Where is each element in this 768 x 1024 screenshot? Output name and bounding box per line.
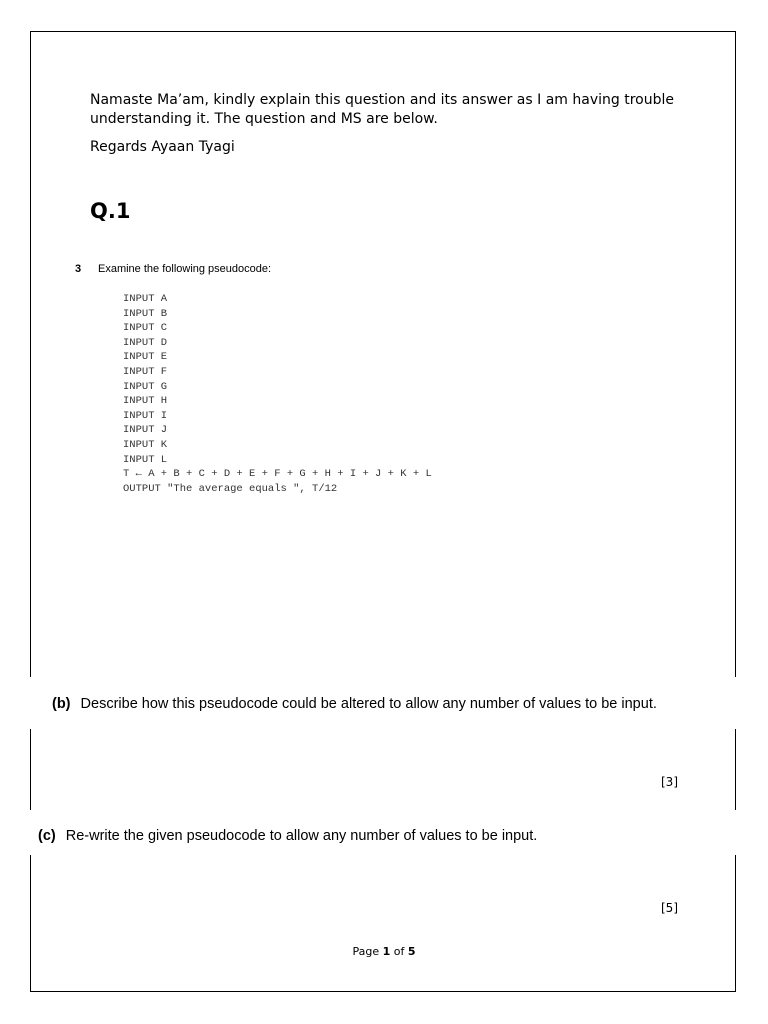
code-line: INPUT L [123, 453, 168, 466]
code-line: INPUT K [123, 438, 168, 451]
regards-signoff: Regards Ayaan Tyagi [90, 139, 235, 155]
intro-message: Namaste Ma’am, kindly explain this question and its answer as I am having trouble understanding it. The question and MS are below. [90, 92, 674, 127]
code-line: INPUT B [123, 307, 168, 320]
part-b-text: Describe how this pseudocode could be altered to allow any number of values to be input. [80, 696, 657, 712]
footer-middle: of [390, 945, 408, 958]
part-b-question [52, 696, 657, 712]
part-c-question [38, 828, 537, 844]
part-c-text: Re-write the given pseudocode to allow any number of values to be input. [65, 828, 538, 844]
part-c-label: (c) [38, 828, 56, 844]
question-number: 3 [75, 263, 82, 275]
code-line: INPUT D [123, 336, 168, 349]
page-footer [0, 945, 768, 958]
footer-total-pages: 5 [407, 945, 416, 958]
part-c-marks: [5] [661, 901, 678, 915]
footer-prefix: Page [352, 945, 383, 958]
code-line-assignment: T ← A + B + C + D + E + F + G + H + I + J + K + L [123, 468, 432, 481]
code-line-output: OUTPUT "The average equals ", T/12 [123, 482, 338, 495]
code-line: INPUT G [123, 380, 168, 393]
footer-current-page: 1 [382, 945, 391, 958]
code-line: INPUT E [123, 351, 168, 364]
code-line: INPUT J [123, 424, 168, 437]
code-line: INPUT F [123, 365, 168, 378]
code-line: INPUT A [123, 293, 168, 305]
question-prompt: Examine the following pseudocode: [98, 263, 272, 275]
code-line: INPUT C [123, 322, 168, 335]
part-b-marks: [3] [661, 775, 678, 789]
pseudocode-block [123, 292, 432, 496]
part-b-label: (b) [52, 696, 71, 712]
question-heading: Q.1 [90, 199, 131, 223]
code-line: INPUT H [123, 395, 168, 408]
code-line: INPUT I [123, 409, 168, 422]
